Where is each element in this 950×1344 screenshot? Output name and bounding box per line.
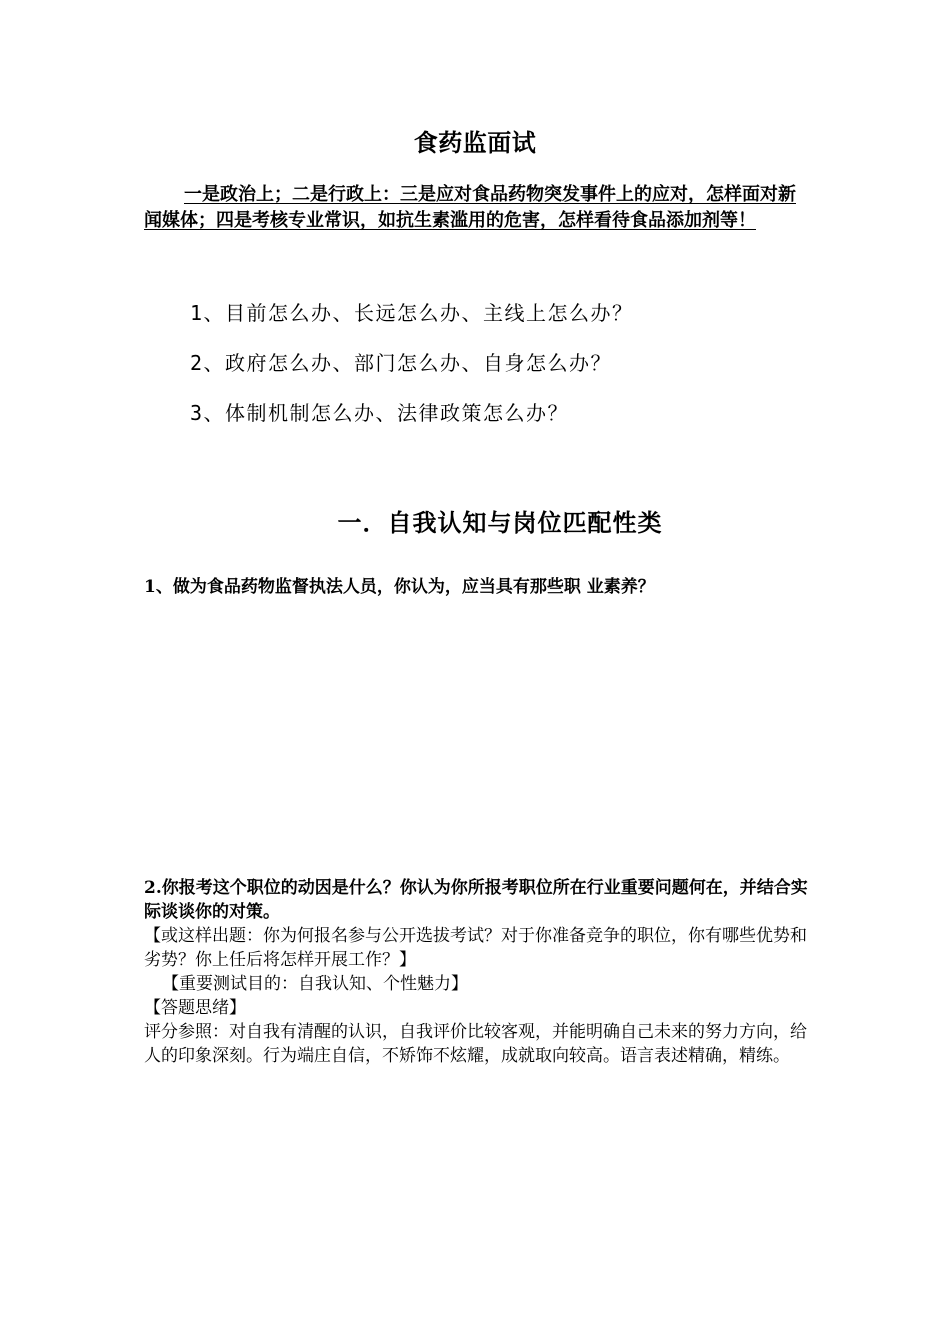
intro-paragraph: 一是政治上；二是行政上：三是应对食品药物突发事件上的应对，怎样面对新闻媒体；四是考核专业常识，如抗生素滥用的危害，怎样看待食品添加剂等！ bbox=[144, 184, 796, 231]
question-2-variant: 【或这样出题：你为何报名参与公开选拔考试？对于你准备竞争的职位，你有哪些优势和劣势？你上任后将怎样开展工作？】 bbox=[144, 926, 807, 970]
scoring-reference: 评分参照：对自我有清醒的认识，自我评价比较客观，并能明确自己未来的努力方向，给人的印象深刻。行为端庄自信，不矫饰不炫耀，成就取向较高。语言表述精确，精练。 bbox=[144, 1022, 807, 1066]
question-2-title: 2.你报考这个职位的动因是什么？你认为你所报考职位所在行业重要问题何在，并结合实际谈谈你的对策。 bbox=[144, 878, 808, 922]
document-title: 食药监面试 bbox=[413, 129, 537, 157]
guide-item-3: 3、体制机制怎么办、法律政策怎么办？ bbox=[190, 401, 570, 425]
guide-item-1: 1、目前怎么办、长远怎么办、主线上怎么办？ bbox=[190, 301, 634, 325]
question-2-purpose: 【重要测试目的：自我认知、个性魅力】 bbox=[162, 974, 468, 994]
question-1: 1、做为食品药物监督执法人员，你认为，应当具有那些职 业素养？ bbox=[144, 577, 655, 597]
question-2-block bbox=[144, 876, 814, 1068]
guide-item-2: 2、政府怎么办、部门怎么办、自身怎么办？ bbox=[190, 351, 613, 375]
section-heading: 一．自我认知与岗位匹配性类 bbox=[337, 509, 663, 537]
answer-heading: 【答题思绪】 bbox=[144, 998, 246, 1018]
guide-list bbox=[190, 288, 810, 438]
